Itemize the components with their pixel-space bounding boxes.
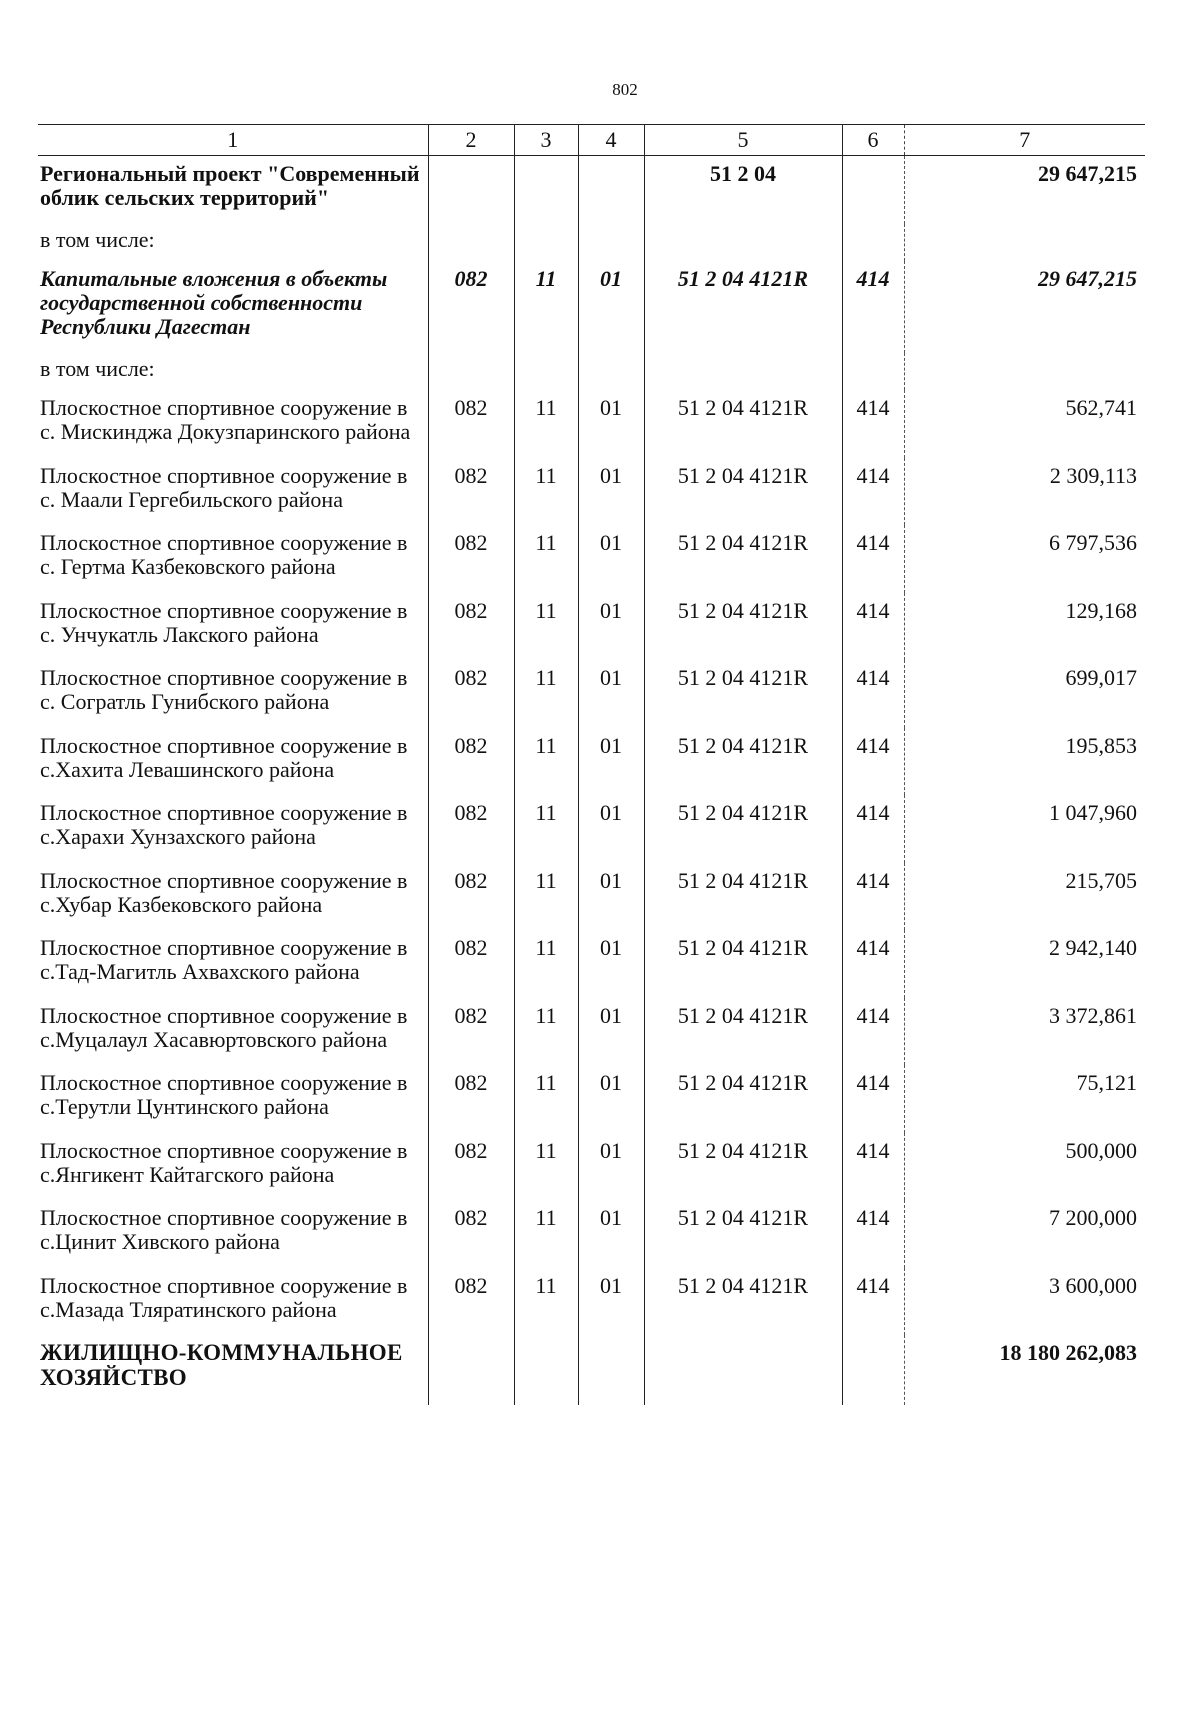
header-row [38, 125, 1145, 156]
table-row [38, 1335, 1145, 1405]
row-subsection-cell: 01 [578, 1268, 644, 1336]
budget-table [38, 124, 1145, 1405]
table-row [38, 728, 1145, 796]
row-amount-cell: 129,168 [1065, 597, 1137, 623]
row-subsection-cell: 01 [578, 795, 644, 863]
row-admin-code-cell: 082 [428, 1200, 514, 1268]
row-target-article-cell: 51 2 04 4121R [644, 593, 842, 661]
header-col-7: 7 [904, 125, 1145, 156]
row-expense-type-cell: 414 [842, 1268, 904, 1336]
table-row [38, 863, 1145, 931]
row-name-cell: Плоскостное спортивное сооружение в с.Янгикент Кайтагского района [38, 1133, 428, 1201]
table-row [38, 156, 1145, 224]
row-section-cell [514, 353, 578, 391]
row-target-article-cell [644, 353, 842, 391]
row-target-article-cell: 51 2 04 4121R [644, 998, 842, 1066]
row-subsection-cell: 01 [578, 458, 644, 526]
row-expense-type-cell: 414 [842, 1065, 904, 1133]
row-target-article-cell: 51 2 04 4121R [644, 261, 842, 352]
row-target-article-cell: 51 2 04 4121R [644, 930, 842, 998]
row-admin-code-cell: 082 [428, 525, 514, 593]
row-amount-cell: 2 942,140 [1049, 935, 1137, 961]
row-subsection-cell: 01 [578, 1200, 644, 1268]
header-col-5: 5 [644, 125, 842, 156]
row-name-cell: Плоскостное спортивное сооружение в с. Гертма Казбековского района [38, 525, 428, 593]
row-amount-cell: 215,705 [1065, 867, 1137, 893]
row-target-article-cell: 51 2 04 4121R [644, 728, 842, 796]
table-row [38, 930, 1145, 998]
row-section-cell: 11 [514, 660, 578, 728]
row-target-article-cell: 51 2 04 4121R [644, 1200, 842, 1268]
row-amount-cell: 3 372,861 [1049, 1002, 1137, 1028]
row-section-cell [514, 156, 578, 224]
row-admin-code-cell: 082 [428, 390, 514, 458]
row-target-article-cell [644, 224, 842, 262]
row-expense-type-cell: 414 [842, 525, 904, 593]
table-row [38, 998, 1145, 1066]
row-name-cell: ЖИЛИЩНО-КОММУНАЛЬНОЕ ХОЗЯЙСТВО [38, 1335, 428, 1405]
header-col-3: 3 [514, 125, 578, 156]
row-expense-type-cell: 414 [842, 998, 904, 1066]
table-row [38, 224, 1145, 262]
row-admin-code-cell: 082 [428, 998, 514, 1066]
row-name-cell: Плоскостное спортивное сооружение в с.Хубар Казбековского района [38, 863, 428, 931]
page-number: 802 [612, 80, 638, 99]
row-subsection-cell [578, 156, 644, 224]
row-amount-cell: 18 180 262,083 [999, 1340, 1137, 1366]
row-name-cell: Плоскостное спортивное сооружение в с.Мазада Тляратинского района [38, 1268, 428, 1336]
row-target-article-cell: 51 2 04 4121R [644, 458, 842, 526]
row-admin-code-cell: 082 [428, 1268, 514, 1336]
table-row [38, 353, 1145, 391]
row-expense-type-cell: 414 [842, 261, 904, 352]
row-section-cell [514, 1335, 578, 1405]
row-subsection-cell: 01 [578, 390, 644, 458]
row-expense-type-cell: 414 [842, 863, 904, 931]
row-subsection-cell: 01 [578, 525, 644, 593]
row-expense-type-cell: 414 [842, 1133, 904, 1201]
row-amount-cell: 29 647,215 [1038, 266, 1137, 292]
header-col-1: 1 [38, 125, 428, 156]
row-admin-code-cell [428, 224, 514, 262]
table-row [38, 525, 1145, 593]
table-row [38, 1065, 1145, 1133]
row-expense-type-cell [842, 156, 904, 224]
row-admin-code-cell: 082 [428, 863, 514, 931]
row-amount-cell: 2 309,113 [1049, 462, 1137, 488]
row-expense-type-cell: 414 [842, 593, 904, 661]
row-target-article-cell: 51 2 04 4121R [644, 1065, 842, 1133]
row-amount-cell: 195,853 [1065, 732, 1137, 758]
row-admin-code-cell: 082 [428, 1065, 514, 1133]
row-target-article-cell: 51 2 04 4121R [644, 795, 842, 863]
row-name-cell: Капитальные вложения в объекты государственной собственности Республики Дагестан [38, 261, 428, 352]
table-row [38, 795, 1145, 863]
row-expense-type-cell: 414 [842, 660, 904, 728]
row-amount-cell: 562,741 [1065, 395, 1137, 421]
row-expense-type-cell [842, 1335, 904, 1405]
row-subsection-cell [578, 353, 644, 391]
row-subsection-cell [578, 1335, 644, 1405]
row-subsection-cell: 01 [578, 998, 644, 1066]
row-name-cell: Плоскостное спортивное сооружение в с.Терутли Цунтинского района [38, 1065, 428, 1133]
row-name-cell: Плоскостное спортивное сооружение в с.Тад-Магитль Ахвахского района [38, 930, 428, 998]
table-row [38, 458, 1145, 526]
row-admin-code-cell: 082 [428, 458, 514, 526]
table-row [38, 1133, 1145, 1201]
table-row [38, 1200, 1145, 1268]
row-subsection-cell: 01 [578, 930, 644, 998]
row-subsection-cell: 01 [578, 261, 644, 352]
header-col-4: 4 [578, 125, 644, 156]
row-expense-type-cell: 414 [842, 1200, 904, 1268]
table-body [38, 156, 1145, 1405]
row-amount-cell: 1 047,960 [1049, 800, 1137, 826]
table-row [38, 261, 1145, 352]
table-row [38, 1268, 1145, 1336]
row-section-cell: 11 [514, 390, 578, 458]
row-subsection-cell: 01 [578, 1065, 644, 1133]
row-admin-code-cell: 082 [428, 930, 514, 998]
row-subsection-cell: 01 [578, 660, 644, 728]
row-expense-type-cell: 414 [842, 930, 904, 998]
row-target-article-cell: 51 2 04 4121R [644, 660, 842, 728]
row-expense-type-cell: 414 [842, 728, 904, 796]
row-amount-cell: 75,121 [1076, 1070, 1137, 1096]
row-target-article-cell [644, 1335, 842, 1405]
row-admin-code-cell: 082 [428, 728, 514, 796]
row-admin-code-cell: 082 [428, 261, 514, 352]
row-section-cell: 11 [514, 728, 578, 796]
row-subsection-cell [578, 224, 644, 262]
row-name-cell: в том числе: [38, 224, 428, 262]
row-expense-type-cell [842, 224, 904, 262]
row-amount-cell: 7 200,000 [1049, 1205, 1137, 1231]
row-amount-cell: 500,000 [1065, 1137, 1137, 1163]
row-expense-type-cell [842, 353, 904, 391]
row-subsection-cell: 01 [578, 1133, 644, 1201]
row-section-cell: 11 [514, 458, 578, 526]
row-name-cell: Плоскостное спортивное сооружение в с. Согратль Гунибского района [38, 660, 428, 728]
row-section-cell: 11 [514, 1200, 578, 1268]
table-row [38, 660, 1145, 728]
row-name-cell: Региональный проект "Современный облик сельских территорий" [38, 156, 428, 224]
table-row [38, 593, 1145, 661]
row-expense-type-cell: 414 [842, 795, 904, 863]
row-amount-cell: 699,017 [1065, 665, 1137, 691]
header-col-6: 6 [842, 125, 904, 156]
row-admin-code-cell: 082 [428, 660, 514, 728]
row-amount-cell: 29 647,215 [1038, 161, 1137, 186]
row-target-article-cell: 51 2 04 4121R [644, 390, 842, 458]
row-section-cell [514, 224, 578, 262]
row-section-cell: 11 [514, 1268, 578, 1336]
row-name-cell: Плоскостное спортивное сооружение в с. Мискинджа Докузпаринского района [38, 390, 428, 458]
row-admin-code-cell: 082 [428, 795, 514, 863]
row-amount-cell [904, 353, 1145, 391]
row-name-cell: Плоскостное спортивное сооружение в с.Цинит Хивского района [38, 1200, 428, 1268]
row-name-cell: Плоскостное спортивное сооружение в с. Маали Гергебильского района [38, 458, 428, 526]
row-expense-type-cell: 414 [842, 390, 904, 458]
row-name-cell: Плоскостное спортивное сооружение в с.Муцалаул Хасавюртовского района [38, 998, 428, 1066]
row-section-cell: 11 [514, 930, 578, 998]
row-admin-code-cell [428, 353, 514, 391]
row-name-cell: в том числе: [38, 353, 428, 391]
row-name-cell: Плоскостное спортивное сооружение в с.Хахита Левашинского района [38, 728, 428, 796]
row-amount-cell: 6 797,536 [1049, 530, 1137, 556]
row-section-cell: 11 [514, 593, 578, 661]
row-admin-code-cell: 082 [428, 593, 514, 661]
row-target-article-cell: 51 2 04 4121R [644, 863, 842, 931]
row-subsection-cell: 01 [578, 593, 644, 661]
row-admin-code-cell: 082 [428, 1133, 514, 1201]
row-amount-cell [904, 224, 1145, 262]
row-name-cell: Плоскостное спортивное сооружение в с.Харахи Хунзахского района [38, 795, 428, 863]
row-admin-code-cell [428, 156, 514, 224]
row-section-cell: 11 [514, 998, 578, 1066]
row-target-article-cell: 51 2 04 [644, 156, 842, 224]
row-section-cell: 11 [514, 1065, 578, 1133]
row-section-cell: 11 [514, 261, 578, 352]
table-row [38, 390, 1145, 458]
row-section-cell: 11 [514, 795, 578, 863]
header-col-2: 2 [428, 125, 514, 156]
row-target-article-cell: 51 2 04 4121R [644, 1268, 842, 1336]
row-target-article-cell: 51 2 04 4121R [644, 525, 842, 593]
row-subsection-cell: 01 [578, 728, 644, 796]
row-section-cell: 11 [514, 1133, 578, 1201]
row-section-cell: 11 [514, 525, 578, 593]
row-section-cell: 11 [514, 863, 578, 931]
row-name-cell: Плоскостное спортивное сооружение в с. Унчукатль Лакского района [38, 593, 428, 661]
row-amount-cell: 3 600,000 [1049, 1272, 1137, 1298]
row-target-article-cell: 51 2 04 4121R [644, 1133, 842, 1201]
row-subsection-cell: 01 [578, 863, 644, 931]
row-expense-type-cell: 414 [842, 458, 904, 526]
row-admin-code-cell [428, 1335, 514, 1405]
